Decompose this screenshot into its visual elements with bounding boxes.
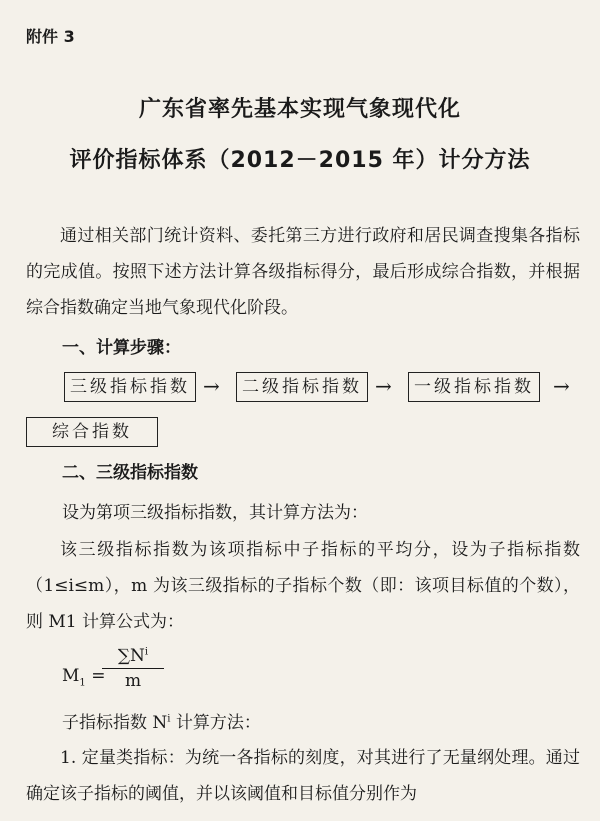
formula-lhs: $M_1$ = <box>62 666 106 689</box>
section-2-paragraph: 该三级指标指数为该项指标中子指标的平均分，设为子指标指数（1≤i≤m），m 为该三级指标的子指标个数（即：该项目标值的个数），则 M1 计算公式为： <box>26 540 580 632</box>
formula-denominator: m <box>124 671 142 691</box>
subindex-line: 子指标指数 $N^i$ 计算方法： <box>62 713 261 733</box>
formula-numerator: $\sum N^i$ <box>102 646 164 669</box>
arrow-right-icon: → <box>375 374 392 398</box>
title-line-1: 广东省率先基本实现气象现代化 <box>138 97 461 122</box>
step-box-level2: 二级指标指数 <box>236 372 368 402</box>
section-1-heading: 一、计算步骤： <box>62 338 181 358</box>
formula-fraction <box>102 646 164 691</box>
arrow-right-icon: → <box>203 374 220 398</box>
intro-paragraph: 通过相关部门统计资料、委托第三方进行政府和居民调查搜集各指标的完成值。按照下述方法计算各级指标得分，最后形成综合指数，并根据综合指数确定当地气象现代化阶段。 <box>26 226 580 318</box>
item-1-paragraph: 1. 定量类指标：为统一各指标的刻度，对其进行了无量纲处理。通过确定该子指标的阈值，并以该阈值和目标值分别作为 <box>26 748 580 804</box>
step-box-composite: 综合指数 <box>26 417 158 447</box>
step-box-level1: 一级指标指数 <box>408 372 540 402</box>
section-2-heading: 二、三级指标指数 <box>62 463 198 483</box>
step-box-level3: 三级指标指数 <box>64 372 196 402</box>
section-2-line: 设为第项三级指标指数，其计算方法为： <box>62 503 368 523</box>
attachment-label: 附件 3 <box>26 27 75 46</box>
arrow-right-icon: → <box>553 374 570 398</box>
title-line-2: 评价指标体系（2012－2015 年）计分方法 <box>69 148 531 173</box>
